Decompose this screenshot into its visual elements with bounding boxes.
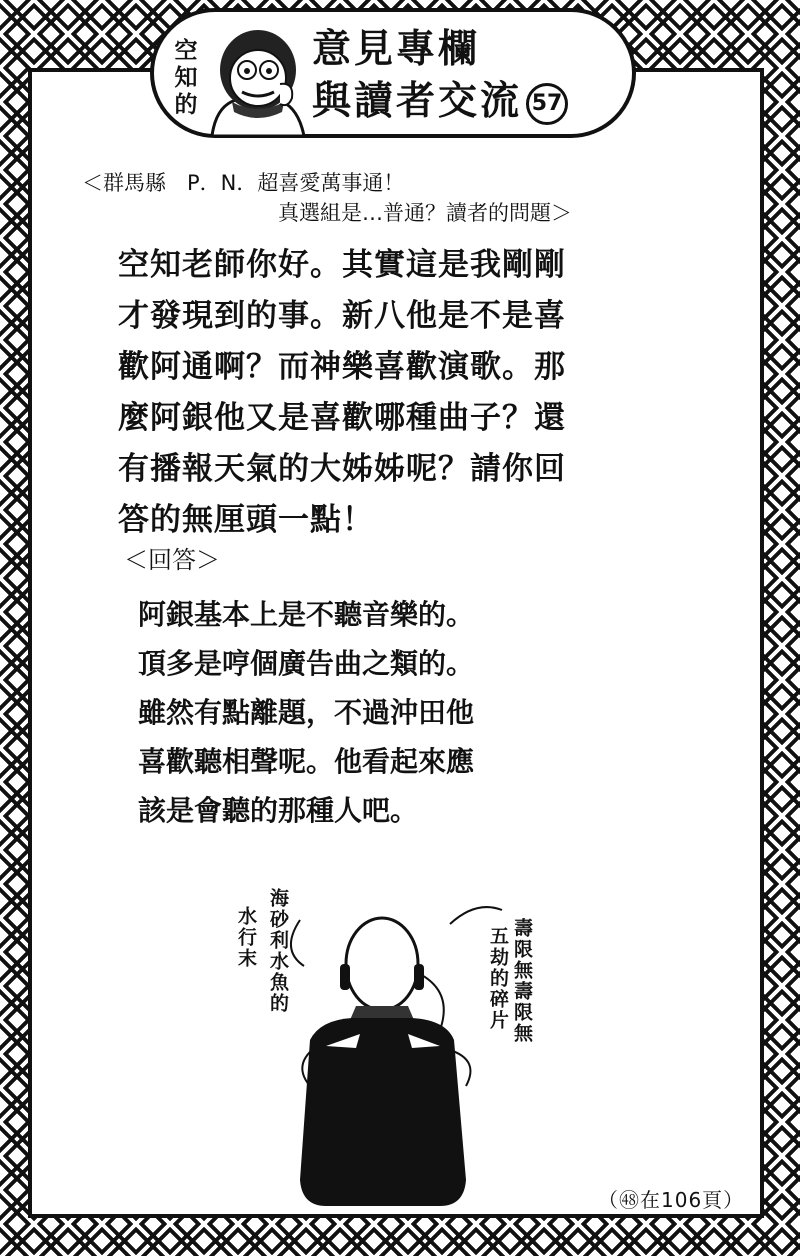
bubble-right-col2: 五劫的碎片 <box>487 926 509 1031</box>
byline <box>172 38 200 119</box>
answer-line: 頂多是哼個廣告曲之類的。 <box>138 647 475 680</box>
byline-char: 知 <box>174 65 198 91</box>
column-header <box>150 8 636 138</box>
bubble-right-col1: 壽限無壽限無 <box>511 918 533 1044</box>
title-line-2 <box>312 76 632 128</box>
question-line: 歡阿通啊？而神樂喜歡演歌。那 <box>118 349 566 385</box>
answer-line: 喜歡聽相聲呢。他看起來應 <box>138 745 475 778</box>
author-portrait-icon <box>202 24 312 136</box>
author-answer <box>138 590 558 835</box>
answer-line: 阿銀基本上是不聽音樂的。 <box>138 598 475 631</box>
title-line-2-text: 與讀者交流 <box>312 79 523 124</box>
reader-question <box>118 240 618 546</box>
answer-label: ＜回答＞ <box>124 546 220 574</box>
byline-char: 空 <box>174 38 198 64</box>
reader-line-2: 真選組是…普通？讀者的問題＞ <box>278 201 572 225</box>
bubble-left-col1: 海砂利水魚的 <box>267 888 289 1014</box>
reader-line-1: ＜群馬縣 P．N．超喜愛萬事通！ <box>82 171 405 195</box>
question-line: 答的無厘頭一點！ <box>118 502 374 538</box>
issue-number-badge: 57 <box>526 83 568 125</box>
question-line: 才發現到的事。新八他是不是喜 <box>118 298 566 334</box>
answer-line: 該是會聽的那種人吧。 <box>138 794 419 827</box>
reader-info <box>82 168 682 228</box>
question-line: 麼阿銀他又是喜歡哪種曲子？還 <box>118 400 566 436</box>
question-line: 有播報天氣的大姊姊呢？請你回 <box>118 451 566 487</box>
bubble-left-col2: 水行末 <box>235 906 257 969</box>
answer-line: 雖然有點離題，不過沖田他 <box>138 696 475 729</box>
byline-char: 的 <box>174 92 198 118</box>
question-line: 空知老師你好。其實這是我剛剛 <box>118 247 566 283</box>
column-title <box>312 24 632 128</box>
title-line-1: 意見專欄 <box>312 27 481 72</box>
continuation-note: （㊽在106頁） <box>598 1188 745 1212</box>
